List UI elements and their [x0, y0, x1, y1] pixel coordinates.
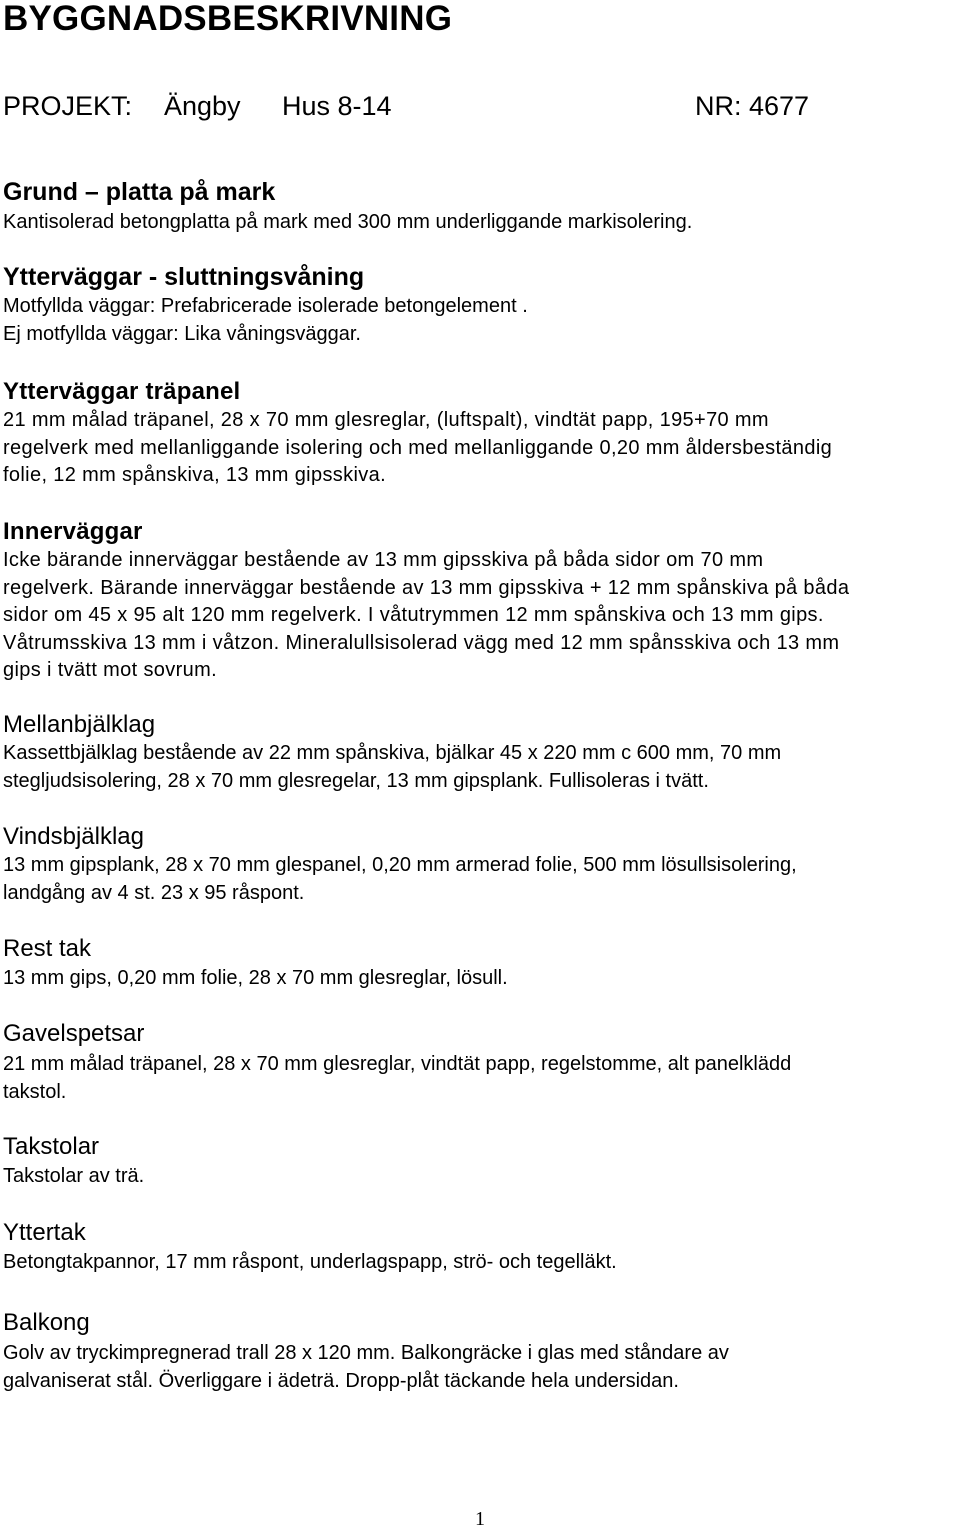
text-line: stegljudsisolering, 28 x 70 mm glesregelar, 13 mm gipsplank. Fullisoleras i tvätt.	[3, 769, 709, 792]
section-body	[3, 1249, 948, 1277]
project-label: PROJEKT:	[3, 91, 133, 121]
project-name: Ängby	[164, 91, 241, 121]
section-heading: Vindsbjälklag	[3, 823, 144, 850]
project-house: Hus 8-14	[282, 91, 392, 121]
section-body	[3, 740, 948, 795]
section-body	[3, 1163, 948, 1191]
section-heading: Innerväggar	[3, 518, 143, 545]
section-body	[3, 293, 948, 348]
text-line: landgång av 4 st. 23 x 95 råspont.	[3, 881, 305, 904]
text-line: takstol.	[3, 1080, 67, 1103]
section-heading: Ytterväggar träpanel	[3, 378, 241, 405]
section-heading: Mellanbjälklag	[3, 711, 156, 738]
text-line: sidor om 45 x 95 alt 120 mm regelverk. I våtutrymmen 12 mm spånskiva och 13 mm gips.	[3, 604, 824, 626]
section-body	[3, 209, 948, 237]
section-body	[3, 965, 948, 993]
text-line: Golv av tryckimpregnerad trall 28 x 120 mm. Balkongräcke i glas med ståndare av	[3, 1342, 729, 1364]
text-line: gips i tvätt mot sovrum.	[3, 659, 218, 681]
text-line: folie, 12 mm spånskiva, 13 mm gipsskiva.	[3, 464, 387, 486]
text-line: Våtrumsskiva 13 mm i våtzon. Mineralullsisolerad vägg med 12 mm spånsskiva och 13 mm	[3, 631, 840, 654]
text-line: 21 mm målad träpanel, 28 x 70 mm glesreglar, vindtät papp, regelstomme, alt panelklädd	[3, 1053, 792, 1075]
section-heading: Balkong	[3, 1309, 90, 1336]
section-heading: Yttertak	[3, 1219, 86, 1246]
section-heading: Gavelspetsar	[3, 1020, 145, 1047]
section-body	[3, 1051, 948, 1106]
section-body	[3, 1340, 948, 1395]
text-line: Kantisolerad betongplatta på mark med 300 mm underliggande markisolering.	[3, 211, 693, 233]
text-line: regelverk med mellanliggande isolering och med mellanliggande 0,20 mm åldersbeständig	[3, 436, 833, 459]
section-heading: Rest tak	[3, 935, 92, 962]
text-line: Icke bärande innerväggar bestående av 13 mm gipsskiva på båda sidor om 70 mm	[3, 549, 764, 571]
text-line: 13 mm gipsplank, 28 x 70 mm glespanel, 0,20 mm armerad folie, 500 mm lösullsisolering,	[3, 854, 797, 876]
text-line: galvaniserat stål. Överliggare i ädeträ. Dropp-plåt täckande hela undersidan.	[3, 1369, 679, 1392]
project-number: NR: 4677	[695, 91, 810, 121]
page-number: 1	[475, 1508, 485, 1530]
text-line: 21 mm målad träpanel, 28 x 70 mm glesreglar, (luftspalt), vindtät papp, 195+70 mm	[3, 409, 769, 431]
section-heading: Grund – platta på mark	[3, 178, 276, 206]
document-title: BYGGNADSBESKRIVNING	[3, 0, 453, 38]
text-line: 13 mm gips, 0,20 mm folie, 28 x 70 mm glesreglar, lösull.	[3, 967, 508, 989]
text-line: Takstolar av trä.	[3, 1165, 145, 1187]
text-line: regelverk. Bärande innerväggar bestående av 13 mm gipsskiva + 12 mm spånskiva på båda	[3, 576, 850, 599]
section-heading: Takstolar	[3, 1133, 100, 1160]
text-line: Motfyllda väggar: Prefabricerade isolerade betongelement .	[3, 295, 528, 317]
section-body	[3, 547, 948, 685]
text-line: Betongtakpannor, 17 mm råspont, underlagspapp, strö- och tegelläkt.	[3, 1251, 617, 1273]
section-body	[3, 407, 948, 490]
text-line: Kassettbjälklag bestående av 22 mm spånskiva, bjälkar 45 x 220 mm c 600 mm, 70 mm	[3, 742, 782, 764]
text-line: Ej motfyllda väggar: Lika våningsväggar.	[3, 322, 361, 345]
section-heading: Ytterväggar - sluttningsvåning	[3, 263, 365, 291]
section-body	[3, 852, 948, 907]
